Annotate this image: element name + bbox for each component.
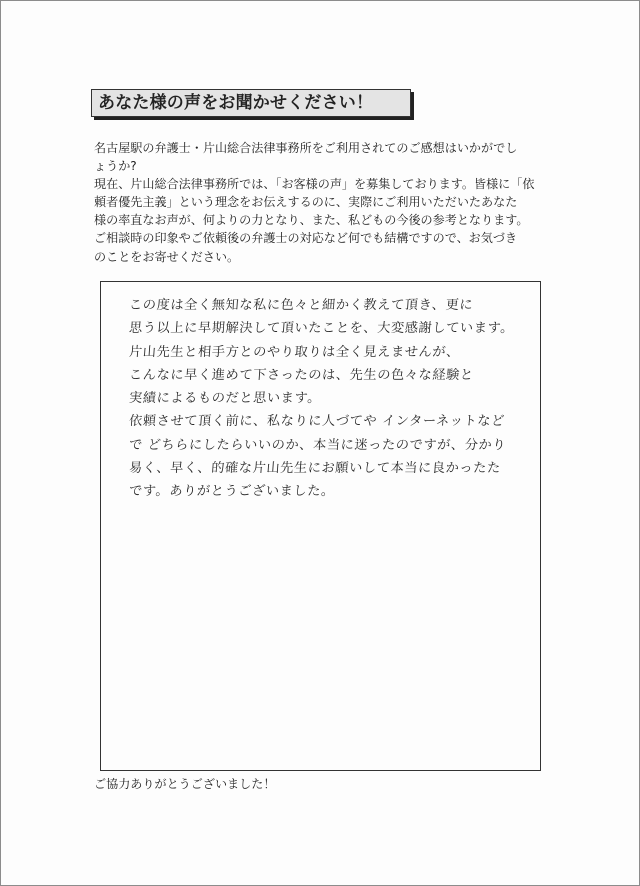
response-line: です。ありがとうございました。: [128, 484, 336, 500]
response-line: 易く、早く、的確な片山先生にお願いして本当に良かったた: [128, 461, 502, 477]
response-line: こんなに早く進めて下さったのは、先生の色々な経験と: [128, 367, 475, 383]
intro-line: ご相談時の印象やご依頼後の弁護士の対応など何でも結構ですので、お気づき: [94, 231, 518, 246]
intro-line: 名古屋駅の弁護士・片山総合法律事務所をご利用されてのご感想はいかがでし: [94, 141, 518, 155]
intro-line: 様の率直なお声が、何よりの力となり、また、私どもの今後の参考となります。: [94, 213, 529, 228]
handwritten-response-box: [100, 281, 541, 771]
response-line: 実績によるものだと思います。: [128, 391, 322, 407]
intro-line: のことをお寄せください。: [94, 249, 240, 264]
intro-line: ょうか?: [94, 159, 137, 174]
intro-text: [94, 139, 554, 266]
response-line: 片山先生と相手方とのやり取りは全く見えませんが、: [128, 344, 461, 360]
response-line: で どちらにしたらいいのか、本当に迷ったのですが、分かり: [128, 437, 507, 453]
form-title: あなた様の声をお聞かせください！: [98, 93, 374, 113]
response-line: 依頼させて頂く前に、私なりに人づてや インターネットなど: [128, 414, 506, 430]
intro-line: 頼者優先主義」という理念をお伝えするのに、実際にご利用いただいたあなた: [94, 195, 518, 210]
response-line: この度は全く無知な私に色々と細かく教えて頂き、更に: [128, 298, 474, 313]
intro-line: 現在、片山総合法律事務所では、「お客様の声」を募集しております。皆様に「依: [94, 177, 535, 192]
closing-thanks: ご協力ありがとうございました！: [94, 777, 276, 791]
response-line: 思う以上に早期解決して頂いたことを、大変感謝しています。: [128, 321, 515, 337]
form-title-box: [91, 89, 411, 117]
handwritten-response: [129, 294, 539, 504]
